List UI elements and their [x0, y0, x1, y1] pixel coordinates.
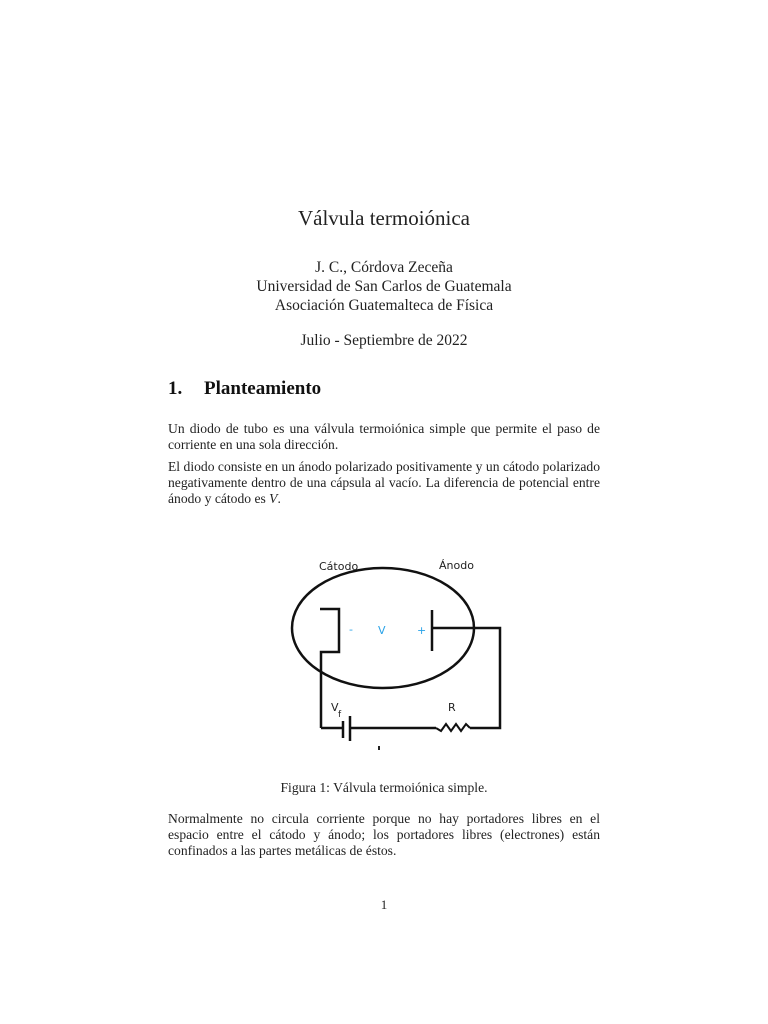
label-filament-voltage: V	[331, 701, 339, 714]
section-title: Planteamiento	[204, 378, 322, 399]
label-cathode: Cátodo	[319, 560, 359, 573]
label-anode: Ánodo	[439, 559, 474, 572]
label-minus: -	[349, 623, 353, 636]
paragraph-diode-description	[168, 459, 600, 507]
paragraph-carriers: Normalmente no circula corriente porque no hay portadores libres en el espacio entre el cátodo y ánodo; los portadores libres (electrones) están confinados a las partes metálicas de éstos.	[168, 811, 600, 858]
vacuum-envelope	[292, 568, 474, 688]
figure-caption: Figura 1: Válvula termoiónica simple.	[280, 780, 488, 795]
resistor-symbol	[436, 724, 470, 731]
document-title: Válvula termoiónica	[297, 206, 471, 230]
variable-v: V	[269, 491, 278, 506]
stray-mark	[378, 746, 380, 750]
document-date: Julio - Septiembre de 2022	[300, 332, 468, 349]
page-number: 1	[380, 897, 388, 912]
paragraph-end: .	[277, 491, 281, 506]
section-heading	[168, 378, 321, 400]
author-affiliation-university: Universidad de San Carlos de Guatemala	[256, 278, 512, 295]
anode-wire	[432, 628, 500, 728]
author-block	[0, 258, 768, 315]
label-voltage: V	[378, 624, 386, 637]
label-filament-subscript: f	[338, 710, 342, 720]
label-plus: +	[417, 624, 427, 637]
paragraph-text: El diodo consiste en un ánodo polarizado positivamente y un cátodo polarizado negativamente dentro de una cápsula al vacío. La diferencia de potencial entre ánodo y cátodo es	[168, 459, 600, 506]
section-number: 1.	[168, 378, 183, 399]
author-affiliation-association: Asociación Guatemalteca de Física	[274, 297, 494, 314]
cathode-electrode	[320, 609, 339, 728]
author-name: J. C., Córdova Zeceña	[315, 259, 453, 276]
label-resistor: R	[448, 701, 456, 714]
paragraph-intro: Un diodo de tubo es una válvula termoiónica simple que permite el paso de corriente en una sola dirección.	[168, 421, 600, 452]
